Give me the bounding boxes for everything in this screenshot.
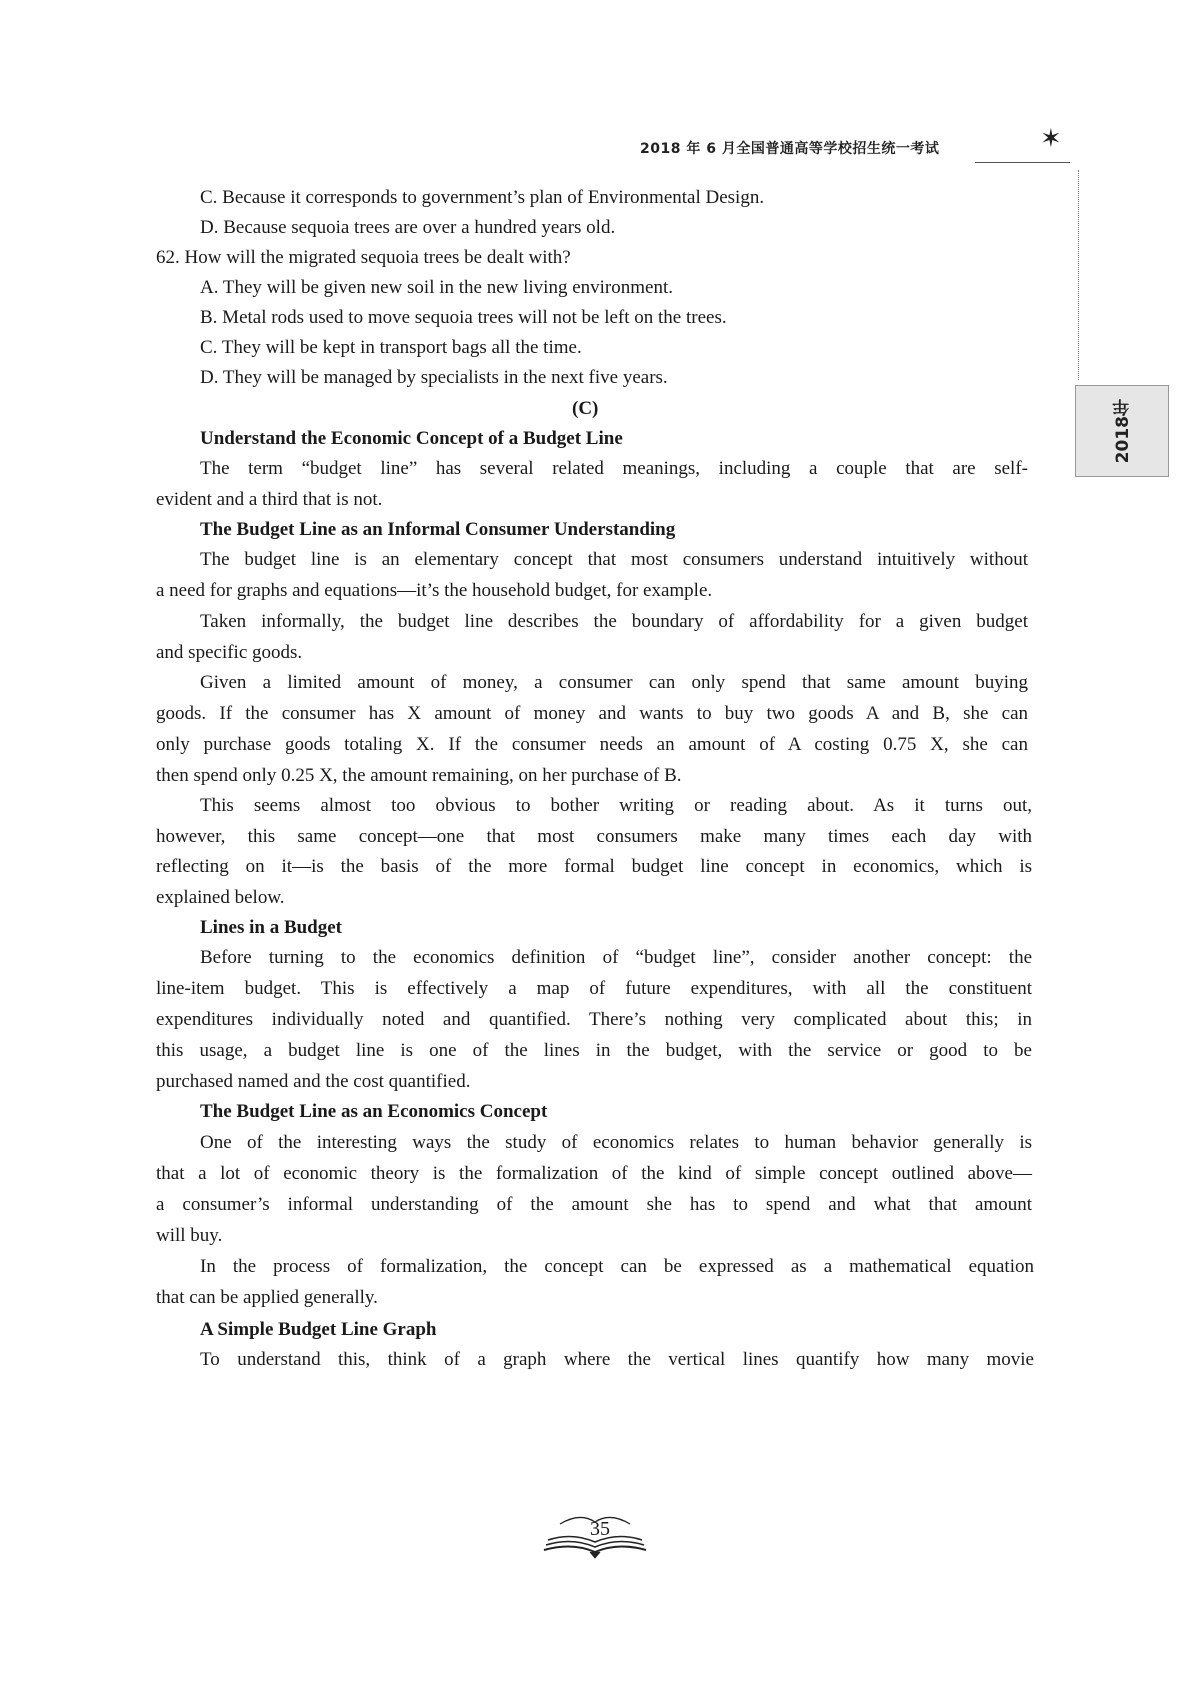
paragraph-line: expenditures individually noted and quantified. There’s nothing very complicated about this; in [156,1009,1032,1030]
subheading: The Budget Line as an Informal Consumer Understanding [200,519,676,540]
paragraph-line: Taken informally, the budget line describes the boundary of affordability for a given budget [200,611,1028,632]
header-divider [975,162,1070,165]
passage-title: Understand the Economic Concept of a Budget Line [200,428,623,449]
paragraph-line: In the process of formalization, the concept can be expressed as a mathematical equation [200,1256,1034,1277]
paragraph-line: purchased named and the cost quantified. [156,1071,471,1092]
year-side-tab-label: 2018年 [1112,398,1133,464]
section-label: (C) [572,398,599,419]
q62-option-d: D. They will be managed by specialists in the next five years. [200,367,668,388]
paragraph-line: that can be applied generally. [156,1287,378,1308]
paragraph-line: line-item budget. This is effectively a map of future expenditures, with all the constituent [156,978,1032,999]
paragraph-line: only purchase goods totaling X. If the consumer needs an amount of A costing 0.75 X, she can [156,734,1028,755]
paragraph-line: The term “budget line” has several related meanings, including a couple that are self- [200,458,1028,479]
paragraph-line: and specific goods. [156,642,303,663]
paragraph-line: this usage, a budget line is one of the lines in the budget, with the service or good to be [156,1040,1032,1061]
paragraph-line: Given a limited amount of money, a consumer can only spend that same amount buying [200,672,1028,693]
q62-stem: 62. How will the migrated sequoia trees be dealt with? [156,247,571,268]
paragraph-line: reflecting on it—is the basis of the more formal budget line concept in economics, which is [156,856,1032,877]
paragraph-line: however, this same concept—one that most consumers make many times each day with [156,826,1032,847]
q62-option-b: B. Metal rods used to move sequoia trees will not be left on the trees. [200,307,727,328]
q62-option-c: C. They will be kept in transport bags all the time. [200,337,582,358]
paragraph-line: evident and a third that is not. [156,489,383,510]
paragraph-line: a need for graphs and equations—it’s the household budget, for example. [156,580,713,601]
page-number: 35 [590,1518,610,1540]
q61-option-d: D. Because sequoia trees are over a hundred years old. [200,217,616,238]
subheading: Lines in a Budget [200,917,343,938]
paragraph-line: One of the interesting ways the study of economics relates to human behavior generally is [200,1132,1032,1153]
paragraph-line: This seems almost too obvious to bother writing or reading about. As it turns out, [200,795,1032,816]
paragraph-line: then spend only 0.25 X, the amount remaining, on her purchase of B. [156,765,682,786]
q61-option-c: C. Because it corresponds to government’s plan of Environmental Design. [200,187,765,208]
year-side-tab [1075,385,1169,477]
paragraph-line: To understand this, think of a graph where the vertical lines quantify how many movie [200,1349,1034,1370]
decorative-ornament-icon: ✶ [1040,124,1062,153]
paragraph-line: a consumer’s informal understanding of the amount she has to spend and what that amount [156,1194,1032,1215]
paragraph-line: explained below. [156,887,285,908]
paragraph-line: goods. If the consumer has X amount of money and wants to buy two goods A and B, she can [156,703,1028,724]
q62-option-a: A. They will be given new soil in the new living environment. [200,277,673,298]
paragraph-line: The budget line is an elementary concept that most consumers understand intuitively without [200,549,1028,570]
margin-dotted-line [1078,170,1079,380]
exam-header: 2018 年 6 月全国普通高等学校招生统一考试 [640,141,940,157]
paragraph-line: will buy. [156,1225,223,1246]
subheading: A Simple Budget Line Graph [200,1319,437,1340]
paragraph-line: Before turning to the economics definition of “budget line”, consider another concept: the [200,947,1032,968]
paragraph-line: that a lot of economic theory is the formalization of the kind of simple concept outlined above— [156,1163,1032,1184]
subheading: The Budget Line as an Economics Concept [200,1101,548,1122]
